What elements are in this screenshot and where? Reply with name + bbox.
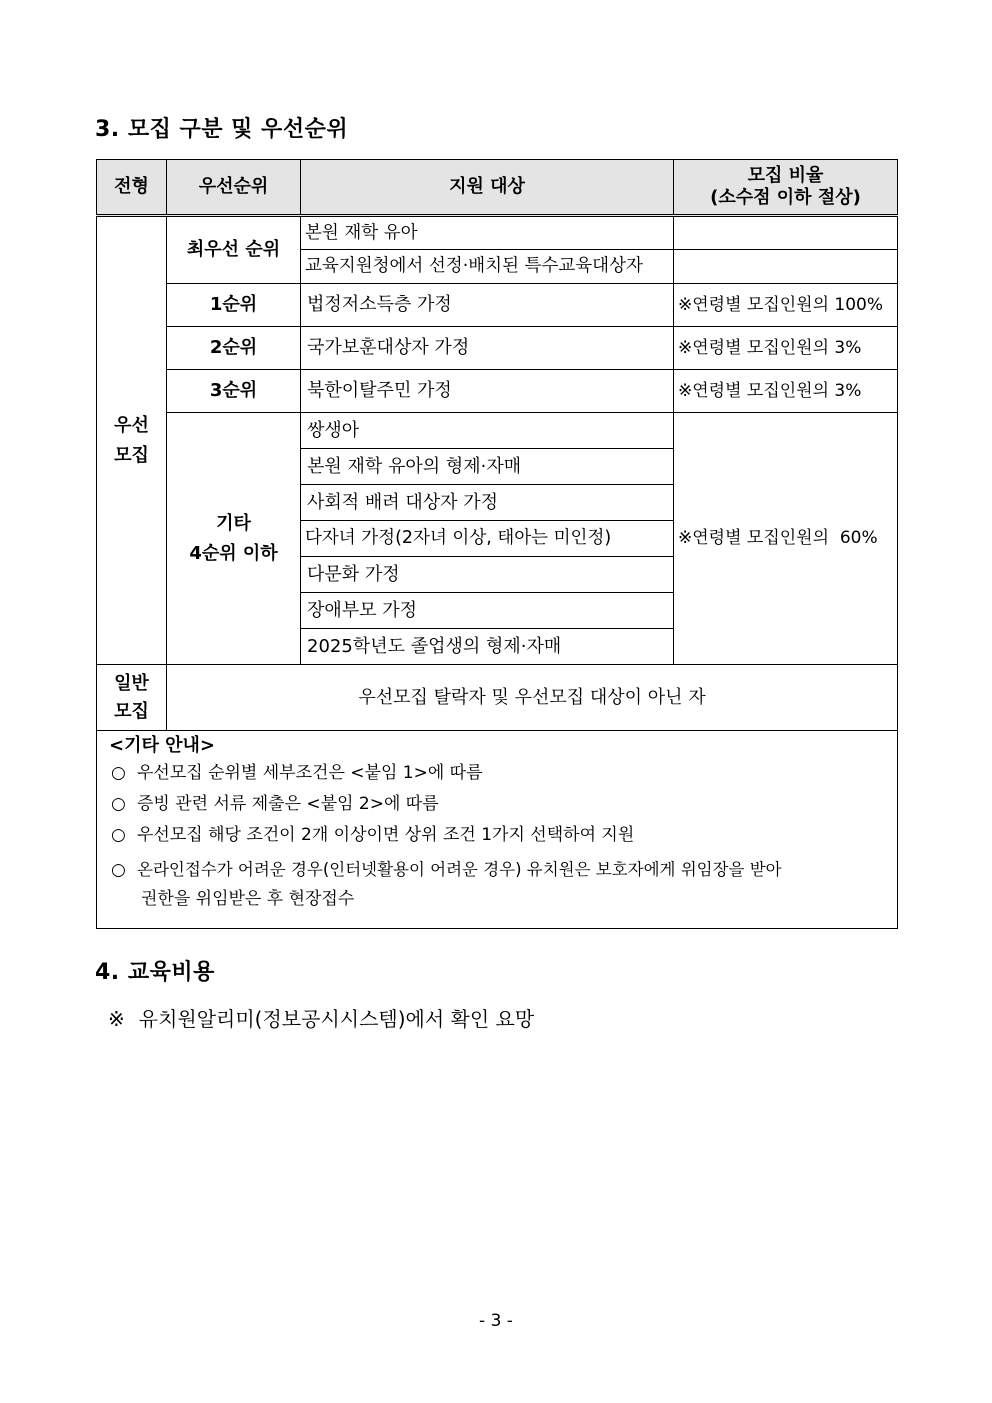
table-row (97, 284, 898, 327)
table-header-row (97, 160, 898, 216)
header-priority: 우선순위 (167, 160, 301, 216)
education-cost-text: 유치원알리미(정보공시시스템)에서 확인 요망 (138, 1007, 535, 1031)
bullet-icon: ○ (111, 859, 126, 880)
top-priority-label: 최우선 순위 (167, 216, 301, 284)
general-recruit-text: 우선모집 탈락자 및 우선모집 대상이 아닌 자 (167, 665, 898, 731)
notes-item: ○ 우선모집 순위별 세부조건은 <붙임 1>에 따름 (111, 762, 483, 783)
notes-title: <기타 안내> (109, 735, 215, 756)
bullet-icon: ○ (111, 762, 126, 783)
header-ratio (674, 160, 898, 216)
header-ratio-line2: (소수점 이하 절상) (710, 187, 861, 208)
target-cell: 장애부모 가정 (301, 593, 674, 629)
page-number: - 3 - (479, 1311, 513, 1331)
notes-row (97, 731, 898, 929)
header-type: 전형 (97, 160, 167, 216)
general-recruit-row (97, 665, 898, 731)
rank2-label: 2순위 (167, 327, 301, 370)
reference-mark-icon: ※ (108, 1007, 125, 1031)
ratio-cell: ※연령별 모집인원의 100% (674, 284, 898, 327)
target-cell: 2025학년도 졸업생의 형제·자매 (301, 629, 674, 665)
rank3-label: 3순위 (167, 370, 301, 413)
other-ratio-cell: ※연령별 모집인원의 60% (674, 413, 898, 665)
target-cell: 국가보훈대상자 가정 (301, 327, 674, 370)
table-row (97, 370, 898, 413)
ratio-cell (674, 216, 898, 250)
ratio-cell: ※연령별 모집인원의 3% (674, 370, 898, 413)
bullet-icon: ○ (111, 825, 126, 846)
bullet-icon: ○ (111, 793, 126, 814)
rank1-label: 1순위 (167, 284, 301, 327)
table-row (97, 413, 898, 449)
target-cell: 교육지원청에서 선정·배치된 특수교육대상자 (301, 250, 674, 284)
notes-cell (97, 731, 898, 929)
target-cell: 다문화 가정 (301, 557, 674, 593)
section-3-title: 3. 모집 구분 및 우선순위 (95, 117, 349, 142)
target-cell: 쌍생아 (301, 413, 674, 449)
target-cell: 북한이탈주민 가정 (301, 370, 674, 413)
header-target: 지원 대상 (301, 160, 674, 216)
target-cell: 본원 재학 유아 (301, 216, 674, 250)
target-cell: 사회적 배려 대상자 가정 (301, 485, 674, 521)
section-4-title: 4. 교육비용 (95, 960, 215, 985)
table-row (97, 216, 898, 250)
other-priority-label: 기타 4순위 이하 (167, 413, 301, 665)
notes-item: ○ 증빙 관련 서류 제출은 <붙임 2>에 따름 (111, 793, 439, 814)
recruitment-table (96, 159, 898, 929)
target-cell: 다자녀 가정(2자녀 이상, 태아는 미인정) (301, 521, 674, 557)
notes-item: ○ 온라인접수가 어려운 경우(인터넷활용이 어려운 경우) 유치원은 보호자에게 위임장을 받아 권한을 위임받은 후 현장접수 (111, 859, 782, 910)
target-cell: 법정저소득층 가정 (301, 284, 674, 327)
ratio-cell: ※연령별 모집인원의 3% (674, 327, 898, 370)
target-cell: 본원 재학 유아의 형제·자매 (301, 449, 674, 485)
priority-group-label: 우선 모집 (97, 216, 167, 665)
education-cost-note (108, 1003, 534, 1032)
general-recruit-label: 일반 모집 (97, 665, 167, 731)
notes-item: ○ 우선모집 해당 조건이 2개 이상이면 상위 조건 1가지 선택하여 지원 (111, 825, 635, 846)
table-row (97, 327, 898, 370)
ratio-cell (674, 250, 898, 284)
header-ratio-line1: 모집 비율 (747, 165, 824, 187)
